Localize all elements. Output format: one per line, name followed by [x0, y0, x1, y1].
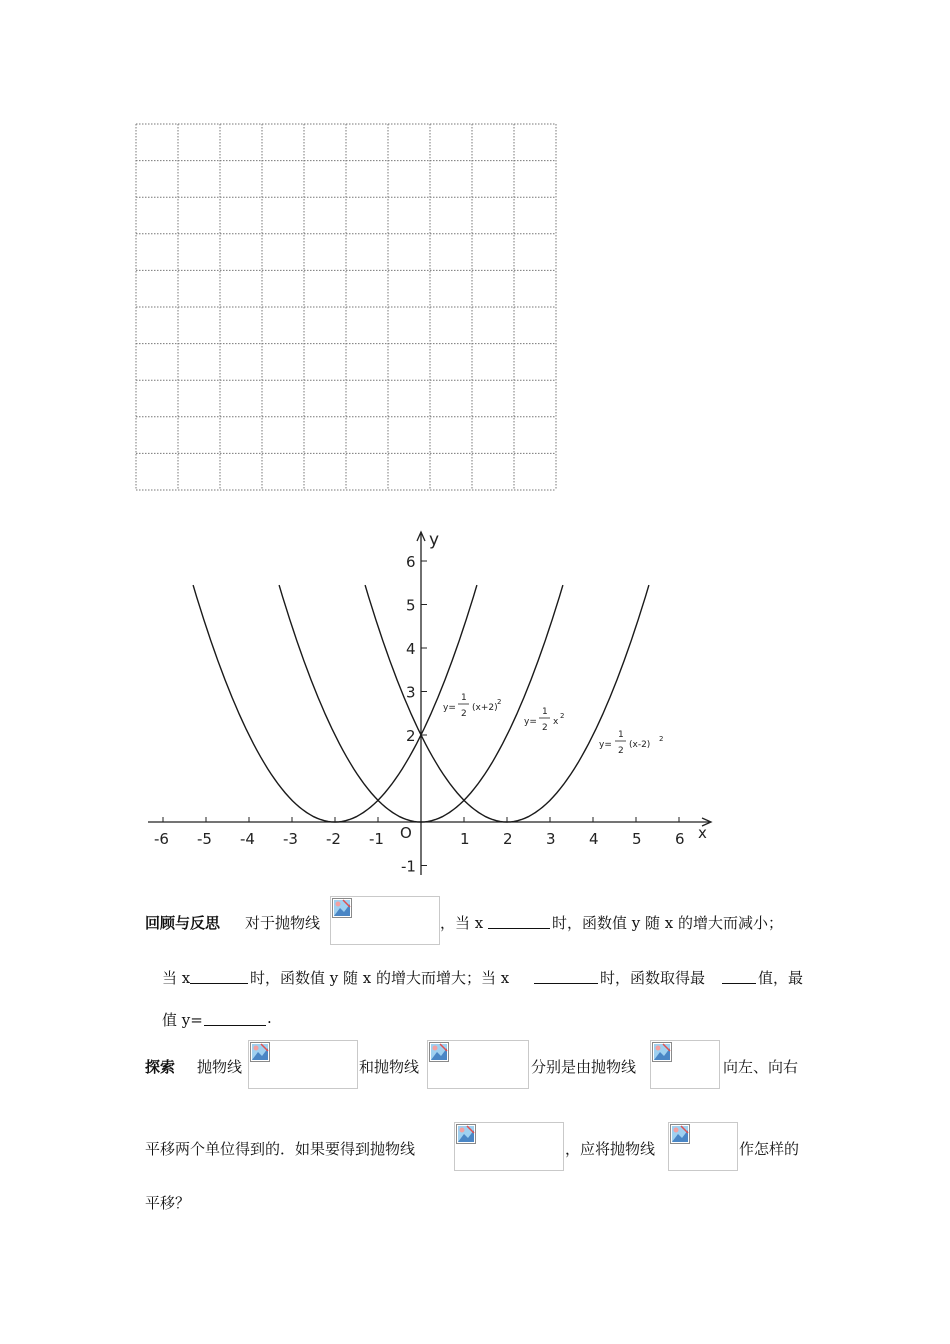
- review-text-2c: 时，函数取得最: [600, 969, 706, 987]
- answer-blank-4[interactable]: [722, 969, 756, 984]
- parabola-curve-1: [193, 585, 477, 822]
- x-tick-label: -1: [369, 830, 384, 848]
- x-tick-label: -3: [283, 830, 298, 848]
- x-tick-label: -4: [240, 830, 255, 848]
- broken-image-icon: [670, 1124, 690, 1144]
- x-tick-label: -5: [197, 830, 212, 848]
- curve-label-mid: [524, 707, 564, 733]
- formula-image-2: [248, 1040, 358, 1089]
- curve-label-right-num: 1: [618, 730, 624, 740]
- x-tick-label: 5: [632, 830, 642, 848]
- review-text-1a: 对于抛物线: [245, 914, 321, 932]
- curve-label-right-rest: (x-2): [629, 740, 651, 750]
- review-text-2d: 值，最: [758, 969, 804, 987]
- curve-label-mid-y: y=: [524, 717, 537, 727]
- x-tick-label: 4: [589, 830, 599, 848]
- y-tick-label: 2: [406, 727, 416, 745]
- y-tick-label: 3: [406, 683, 416, 702]
- review-text-1b: ，当 x: [440, 914, 484, 932]
- review-title: 回顾与反思: [145, 914, 221, 932]
- parabola-curve-3: [365, 585, 649, 822]
- x-tick-label: -2: [326, 830, 341, 848]
- broken-image-icon: [429, 1042, 449, 1062]
- explore-title: 探索: [145, 1058, 176, 1076]
- curve-label-right-exp: 2: [659, 735, 664, 743]
- curve-label-right: [599, 730, 663, 756]
- curve-label-right-den: 2: [618, 746, 624, 756]
- answer-blank-5[interactable]: [204, 1011, 266, 1026]
- curve-label-left-num: 1: [461, 693, 467, 703]
- y-tick-label: -1: [401, 857, 416, 876]
- curve-label-mid-den: 2: [542, 723, 548, 733]
- y-tick-label: 5: [406, 596, 416, 615]
- curve-label-left-y: y=: [443, 703, 456, 713]
- curve-label-right-y: y=: [599, 740, 612, 750]
- y-tick-label: 6: [406, 553, 416, 571]
- explore-text-1a: 抛物线: [197, 1058, 243, 1076]
- formula-image-5: [454, 1122, 564, 1171]
- curve-label-left: [443, 693, 501, 719]
- x-tick-label: 3: [546, 830, 556, 848]
- x-tick-label: 1: [460, 830, 470, 848]
- y-axis-label: y: [429, 530, 440, 550]
- formula-image-4: [650, 1040, 720, 1089]
- x-axis-label: x: [698, 824, 707, 842]
- curve-label-mid-exp: 2: [560, 712, 565, 720]
- x-tick-label: 6: [675, 830, 685, 848]
- review-text-2a: 当 x: [162, 969, 191, 987]
- explore-text-1d: 向左、向右: [723, 1058, 799, 1076]
- review-text-2b: 时，函数值 y 随 x 的增大而增大；当 x: [250, 969, 510, 987]
- y-tick-label: 4: [406, 640, 416, 658]
- review-text-1c: 时，函数值 y 随 x 的增大而减小；: [552, 914, 784, 932]
- answer-blank-3[interactable]: [534, 969, 598, 984]
- graph-axes: [148, 532, 711, 875]
- curve-label-left-rest: (x+2): [472, 703, 498, 713]
- review-text-3a: 值 y=: [162, 1011, 203, 1029]
- curve-label-mid-num: 1: [542, 707, 548, 717]
- formula-image-1: [330, 896, 440, 945]
- x-tick-label: 2: [503, 830, 513, 848]
- curve-label-left-exp: 2: [497, 698, 502, 706]
- origin-label: O: [400, 824, 412, 842]
- blank-grid: [134, 122, 558, 492]
- answer-blank-1[interactable]: [488, 914, 550, 929]
- graph-ticks: [154, 553, 685, 876]
- curve-label-mid-rest: x: [553, 717, 559, 727]
- broken-image-icon: [456, 1124, 476, 1144]
- explore-text-2c: 作怎样的: [739, 1140, 800, 1158]
- formula-image-6: [668, 1122, 738, 1171]
- broken-image-icon: [652, 1042, 672, 1062]
- parabola-graph: [140, 520, 730, 876]
- explore-text-2a: 平移两个单位得到的．如果要得到抛物线: [145, 1140, 416, 1158]
- explore-text-1b: 和抛物线: [359, 1058, 420, 1076]
- answer-blank-2[interactable]: [190, 969, 248, 984]
- curve-label-left-den: 2: [461, 709, 467, 719]
- x-tick-label: -6: [154, 830, 169, 848]
- explore-text-2b: ，应将抛物线: [565, 1140, 656, 1158]
- broken-image-icon: [332, 898, 352, 918]
- explore-text-1c: 分别是由抛物线: [531, 1058, 637, 1076]
- review-text-3b: .: [267, 1009, 272, 1027]
- broken-image-icon: [250, 1042, 270, 1062]
- formula-image-3: [427, 1040, 529, 1089]
- explore-text-3: 平移？: [145, 1194, 191, 1212]
